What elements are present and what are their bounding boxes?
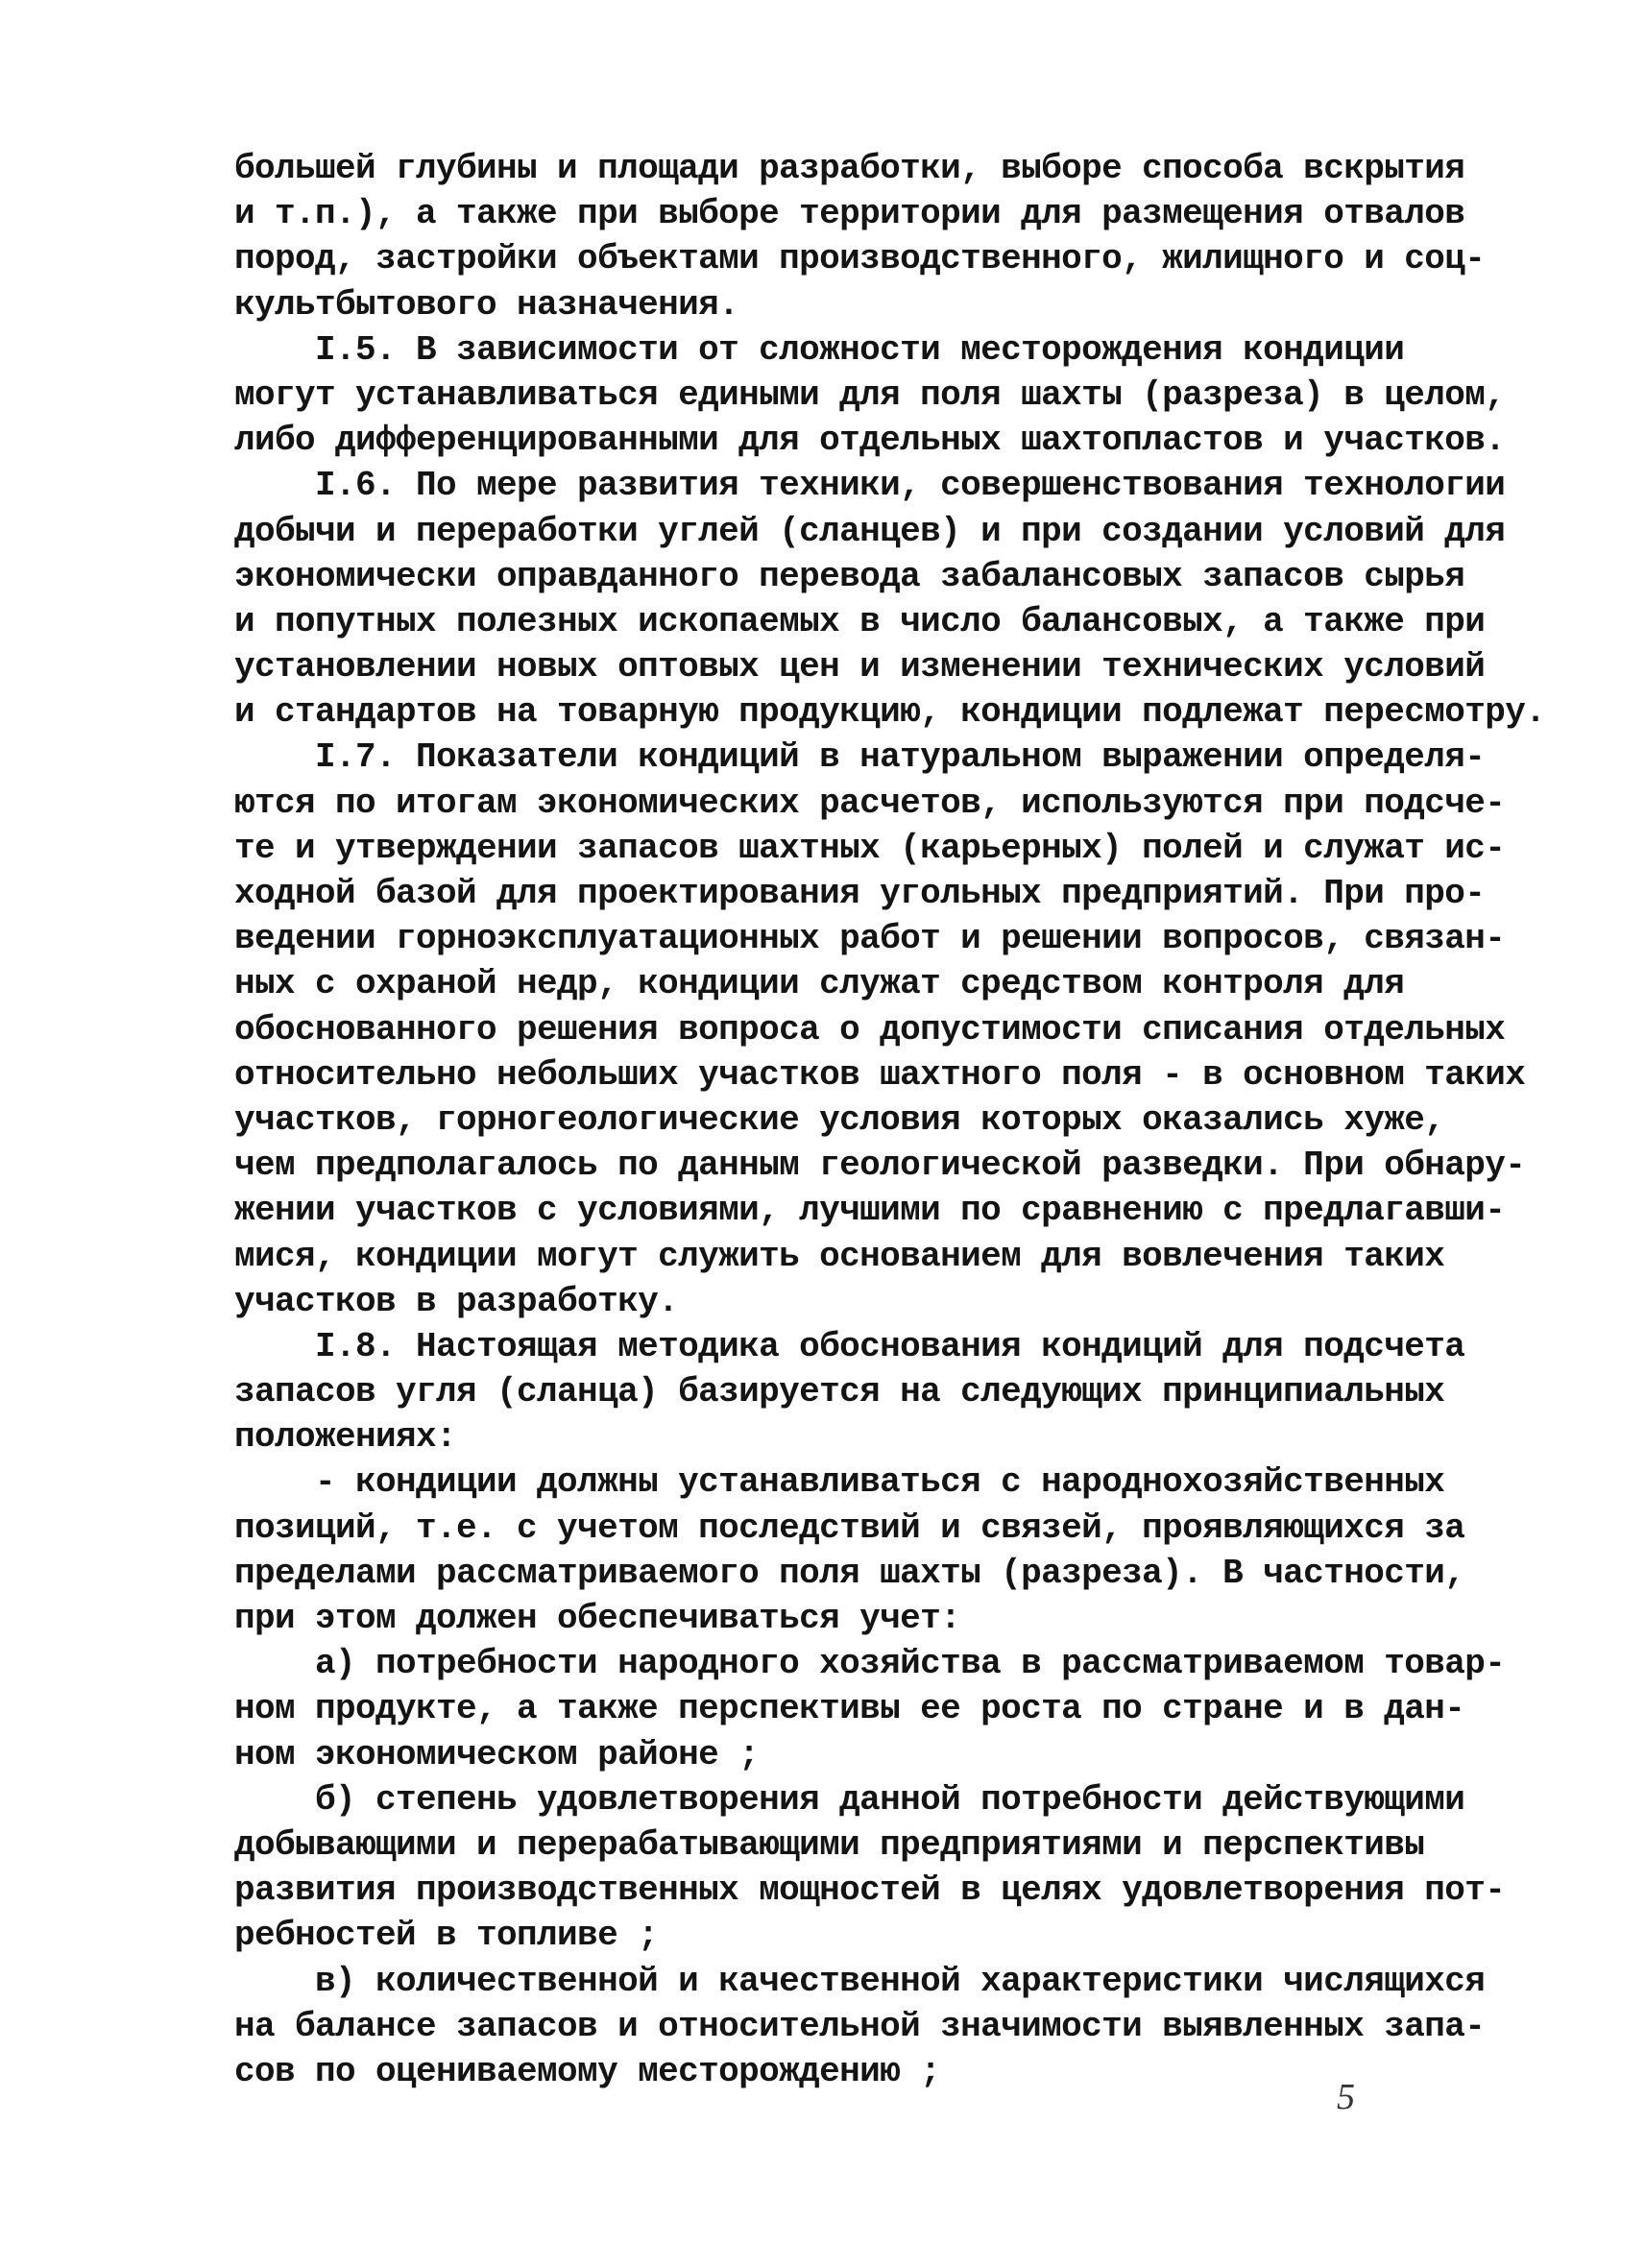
text-line: развития производственных мощностей в целях удовлетворения пот- bbox=[234, 1870, 1506, 1911]
text-line: ребностей в топливе ; bbox=[234, 1916, 659, 1956]
text-line: ном экономическом районе ; bbox=[234, 1734, 760, 1774]
text-line: и стандартов на товарную продукцию, кондиции подлежат пересмотру. bbox=[234, 692, 1546, 733]
text-line: участков, горногеологические условия которых оказались хуже, bbox=[234, 1099, 1445, 1140]
text-line: относительно небольших участков шахтного поля - в основном таких bbox=[234, 1054, 1526, 1095]
text-line: на балансе запасов и относительной значимости выявленных запа- bbox=[234, 2006, 1486, 2046]
text-line: ются по итогам экономических расчетов, используются при подсче- bbox=[234, 783, 1506, 823]
text-line: ном продукте, а также перспективы ее роста по стране и в дан- bbox=[234, 1689, 1465, 1729]
text-line: и попутных полезных ископаемых в число балансовых, а также при bbox=[234, 601, 1486, 641]
text-line: пределами рассматриваемого поля шахты (разреза). В частности, bbox=[234, 1553, 1465, 1593]
text-line: I.6. По мере развития техники, совершенствования технологии bbox=[234, 466, 1506, 506]
text-line: добывающими и перерабатывающими предприятиями и перспективы bbox=[234, 1824, 1425, 1865]
text-line: те и утверждении запасов шахтных (карьерных) полей и служат ис- bbox=[234, 828, 1506, 868]
text-line: либо дифференцированными для отдельных шахтопластов и участков. bbox=[234, 421, 1506, 461]
text-line: могут устанавливаться едиными для поля шахты (разреза) в целом, bbox=[234, 374, 1506, 415]
text-line: обоснованного решения вопроса о допустимости списания отдельных bbox=[234, 1009, 1506, 1050]
text-line: а) потребности народного хозяйства в рассматриваемом товар- bbox=[234, 1644, 1506, 1684]
page-number: 5 bbox=[1337, 2077, 1355, 2117]
text-line: положениях: bbox=[234, 1417, 457, 1458]
text-line: участков в разработку. bbox=[234, 1281, 679, 1321]
text-line: запасов угля (сланца) базируется на следующих принципиальных bbox=[234, 1372, 1445, 1412]
text-line: добычи и переработки углей (сланцев) и при создании условий для bbox=[234, 511, 1506, 551]
text-line: пород, застройки объектами производственного, жилищного и соц- bbox=[234, 239, 1486, 279]
text-line: при этом должен обеспечиваться учет: bbox=[234, 1599, 961, 1638]
text-line: большей глубины и площади разработки, выборе способа вскрытия bbox=[234, 149, 1465, 188]
text-line: позиций, т.е. с учетом последствий и связей, проявляющихся за bbox=[234, 1508, 1465, 1548]
body-text bbox=[234, 146, 1546, 2094]
text-line: в) количественной и качественной характеристики числящихся bbox=[234, 1961, 1486, 2001]
text-line: - кондиции должны устанавливаться с народнохозяйственных bbox=[234, 1462, 1445, 1503]
text-line: сов по оцениваемому месторождению ; bbox=[234, 2051, 941, 2091]
text-line: ных с охраной недр, кондиции служат средством контроля для bbox=[234, 964, 1405, 1004]
text-line: I.7. Показатели кондиций в натуральном выражении определя- bbox=[234, 737, 1486, 778]
text-line: экономически оправданного перевода забалансовых запасов сырья bbox=[234, 556, 1465, 596]
text-line: установлении новых оптовых цен и изменении технических условий bbox=[234, 647, 1486, 688]
text-line: жении участков с условиями, лучшими по сравнению с предлагавши- bbox=[234, 1191, 1506, 1231]
text-line: I.8. Настоящая методика обоснования кондиций для подсчета bbox=[234, 1326, 1465, 1366]
text-line: ведении горноэксплуатационных работ и решении вопросов, связан- bbox=[234, 919, 1506, 959]
text-line: мися, кондиции могут служить основанием для вовлечения таких bbox=[234, 1236, 1445, 1276]
text-line: ходной базой для проектирования угольных предприятий. При про- bbox=[234, 874, 1486, 913]
text-line: культбытового назначения. bbox=[234, 284, 739, 325]
text-line: б) степень удовлетворения данной потребности действующими bbox=[234, 1779, 1465, 1820]
text-line: I.5. В зависимости от сложности месторождения кондиции bbox=[234, 329, 1405, 370]
text-line: чем предполагалось по данным геологической разведки. При обнару- bbox=[234, 1146, 1526, 1186]
text-line: и т.п.), а также при выборе территории для размещения отвалов bbox=[234, 194, 1465, 234]
